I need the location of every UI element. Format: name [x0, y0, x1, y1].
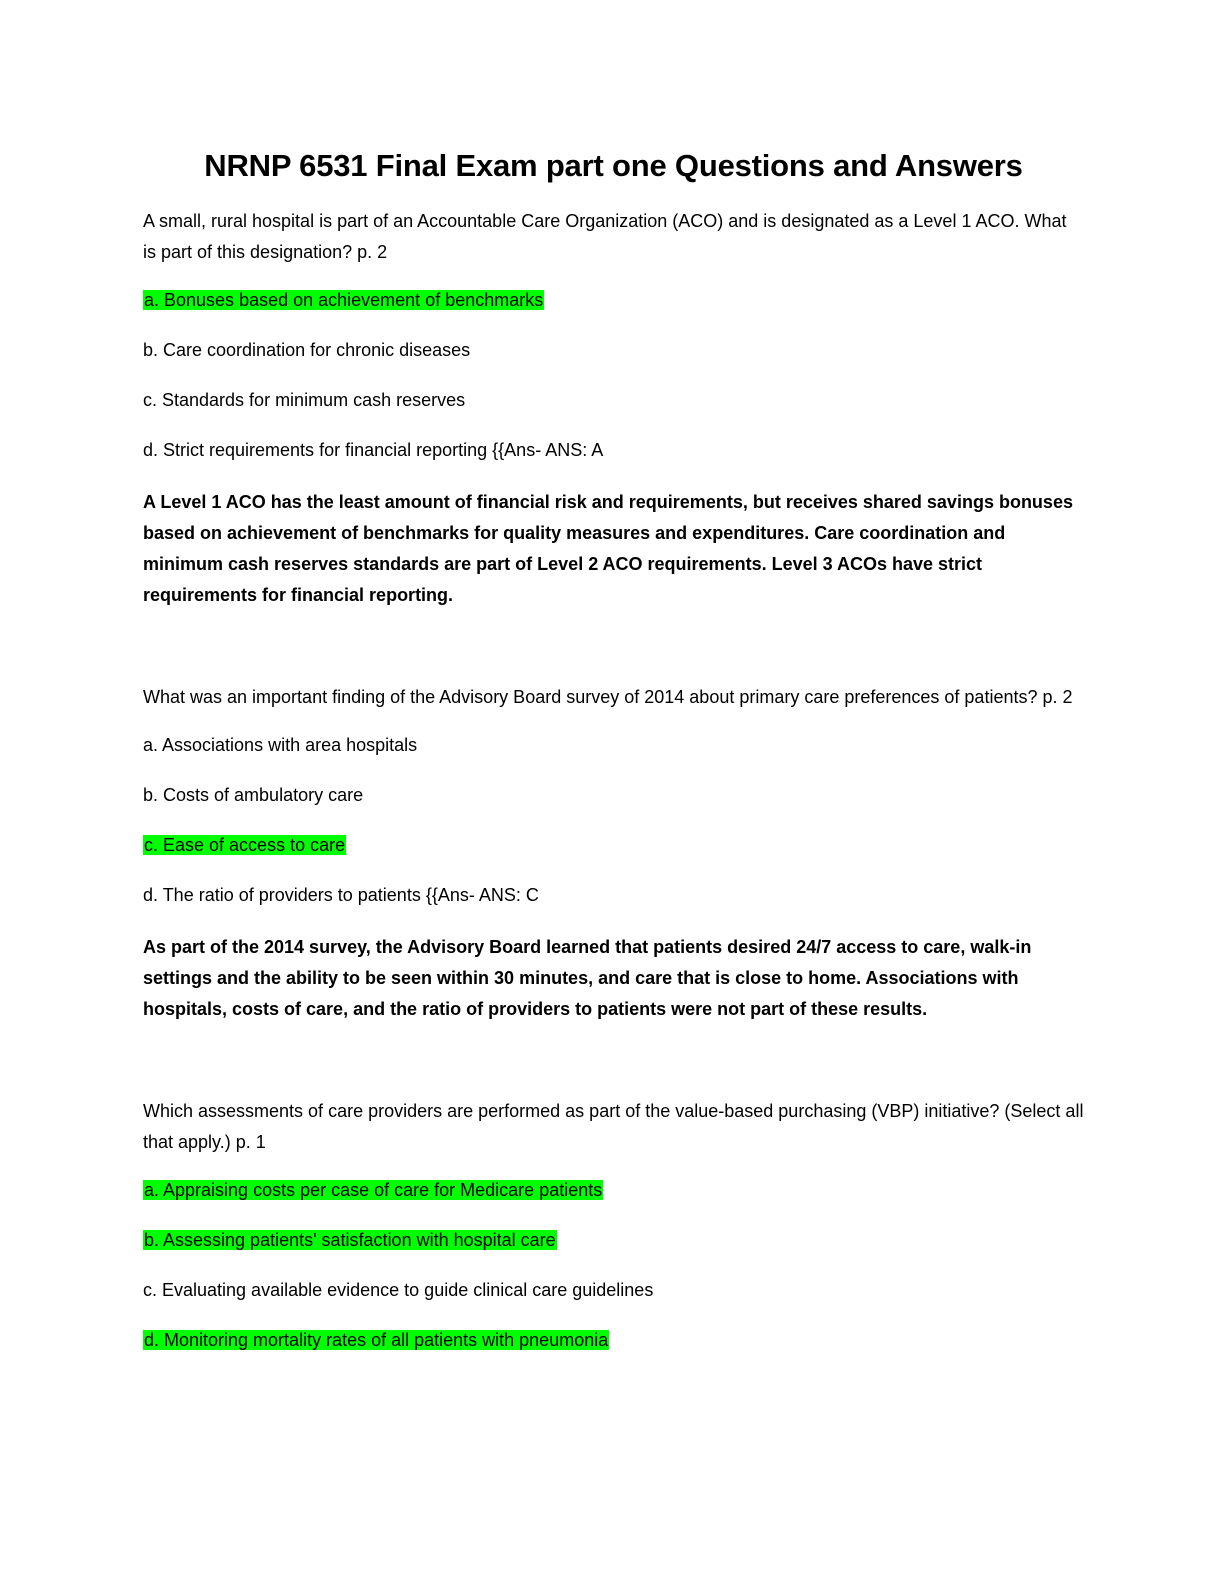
highlighted-answer: d. Monitoring mortality rates of all patients with pneumonia [144, 1330, 609, 1350]
spacer [143, 1025, 1084, 1096]
option-c [143, 832, 1084, 859]
highlighted-answer: a. Bonuses based on achievement of benchmarks [144, 290, 544, 310]
question-2 [143, 682, 1084, 1025]
question-stem: Which assessments of care providers are performed as part of the value-based purchasing (VBP) initiative? (Select all that apply.) p. 1 [143, 1101, 1084, 1152]
option-a: a. Associations with area hospitals [143, 735, 418, 755]
option-d: d. The ratio of providers to patients {{Ans- ANS: C [143, 885, 539, 905]
option-b: b. Care coordination for chronic diseases [143, 340, 471, 360]
option-a [143, 1177, 1084, 1204]
question-1 [143, 206, 1084, 611]
option-a [143, 287, 1084, 314]
answer-explanation: As part of the 2014 survey, the Advisory Board learned that patients desired 24/7 access to care, walk-in settings and the ability to be seen within 30 minutes, and care that is close to home. Associations with hospitals, costs of care, and the ratio of providers to patients were not part of these results. [143, 937, 1032, 1019]
highlighted-answer: a. Appraising costs per case of care for Medicare patients [144, 1180, 603, 1200]
document-title: NRNP 6531 Final Exam part one Questions and Answers [204, 148, 1023, 183]
highlighted-answer: b. Assessing patients' satisfaction with hospital care [144, 1230, 556, 1250]
option-c: c. Standards for minimum cash reserves [143, 390, 466, 410]
highlighted-answer: c. Ease of access to care [144, 835, 346, 855]
answer-explanation: A Level 1 ACO has the least amount of financial risk and requirements, but receives shared savings bonuses based on achievement of benchmarks for quality measures and expenditures. Care coordination and minimum cash reserves standards are part of Level 2 ACO requirements. Level 3 ACOs have strict requirements for financial reporting. [143, 492, 1073, 605]
question-3 [143, 1096, 1084, 1354]
option-d: d. Strict requirements for financial reporting {{Ans- ANS: A [143, 440, 604, 460]
question-stem: What was an important finding of the Advisory Board survey of 2014 about primary care preferences of patients? p. 2 [143, 687, 1073, 707]
option-b: b. Costs of ambulatory care [143, 785, 364, 805]
spacer [143, 611, 1084, 682]
option-b [143, 1227, 1084, 1254]
option-c: c. Evaluating available evidence to guide clinical care guidelines [143, 1280, 654, 1300]
question-stem: A small, rural hospital is part of an Accountable Care Organization (ACO) and is designated as a Level 1 ACO. What is part of this designation? p. 2 [143, 211, 1067, 262]
option-d [143, 1327, 1084, 1354]
